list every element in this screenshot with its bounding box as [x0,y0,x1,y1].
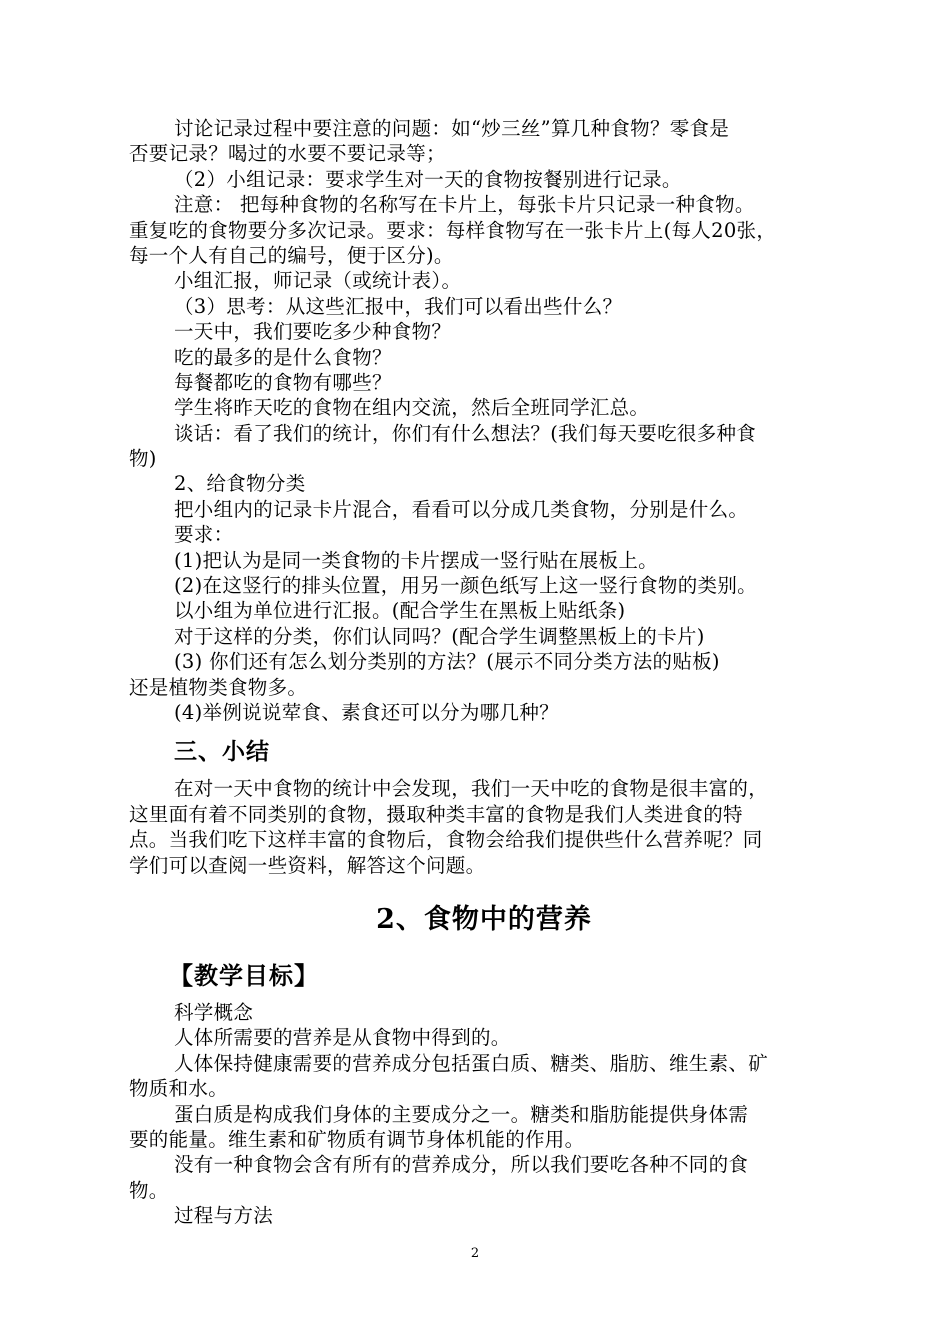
lesson-title: 2、食物中的营养 [376,903,592,935]
paragraph-line: 蛋白质是构成我们身体的主要成分之一。糖类和脂肪能提供身体需 [174,1102,749,1126]
paragraph-line: 吃的最多的是什么食物？ [174,345,392,369]
text-column [129,116,839,1228]
paragraph-line: 人体保持健康需要的营养成分包括蛋白质、糖类、脂肪、维生素、矿 [174,1051,769,1075]
paragraph-line: 2、给食物分类 [174,472,306,496]
paragraph-line: （2）小组记录：要求学生对一天的食物按餐别进行记录。 [174,167,682,191]
paragraph-line: 小组汇报，师记录（或统计表）。 [174,269,462,293]
paragraph-line: 还是植物类食物多。 [129,675,308,699]
page-number: 2 [470,1246,480,1261]
paragraph-line: (3) 你们还有怎么划分类别的方法？(展示不同分类方法的贴板) [174,650,720,674]
paragraph-line: (4)举例说说荤食、素食还可以分为哪几种？ [174,700,559,724]
paragraph-line: 在对一天中食物的统计中会发现，我们一天中吃的食物是很丰富的， [174,777,769,801]
paragraph-line: 要求： [174,523,234,547]
paragraph-line: 物质和水。 [129,1077,229,1101]
paragraph-line: 谈话：看了我们的统计，你们有什么想法？(我们每天要吃很多种食 [174,421,757,445]
paragraph-line: 没有一种食物会含有所有的营养成分，所以我们要吃各种不同的食 [174,1153,749,1177]
paragraph-line: （3）思考：从这些汇报中，我们可以看出些什么？ [174,294,623,318]
paragraph-line: 每餐都吃的食物有哪些？ [174,370,392,394]
paragraph-line: 要的能量。维生素和矿物质有调节身体机能的作用。 [129,1127,585,1151]
paragraph-line: 注意： 把每种食物的名称写在卡片上，每张卡片只记录一种食物。 [174,193,755,217]
paragraph-line: 这里面有着不同类别的食物，摄取种类丰富的食物是我们人类进食的特 [129,802,743,826]
paragraph-line: 学生将昨天吃的食物在组内交流，然后全班同学汇总。 [174,396,650,420]
paragraph-line: 每一个人有自己的编号，便于区分)。 [129,243,454,267]
paragraph-line: 把小组内的记录卡片混合，看看可以分成几类食物，分别是什么。 [174,497,749,521]
paragraph-line: 过程与方法 [174,1204,274,1228]
paragraph-line: (1)把认为是同一类食物的卡片摆成一竖行贴在展板上。 [174,548,658,572]
section-heading: 三、小结 [174,738,270,766]
paragraph-line: 讨论记录过程中要注意的问题：如“炒三丝”算几种食物？零食是 [174,117,730,140]
paragraph-line: 重复吃的食物要分多次记录。要求：每样食物写在一张卡片上(每人20张， [129,218,777,242]
paragraph-line: 人体所需要的营养是从食物中得到的。 [174,1026,511,1050]
paragraph-line: 学们可以查阅一些资料，解答这个问题。 [129,853,486,877]
paragraph-line: 以小组为单位进行汇报。(配合学生在黑板上贴纸条) [174,599,626,623]
paragraph-line: 科学概念 [174,1000,254,1024]
paragraph-line: 物。 [129,1178,169,1202]
paragraph-line: 否要记录？喝过的水要不要记录等； [129,142,446,166]
paragraph-line: 一天中，我们要吃多少种食物？ [174,320,452,344]
paragraph-line: 物) [129,447,157,471]
paragraph-line: 对于这样的分类，你们认同吗？(配合学生调整黑板上的卡片) [174,624,705,648]
paragraph-line: 点。当我们吃下这样丰富的食物后，食物会给我们提供些什么营养呢？同 [129,828,763,852]
paragraph-line: (2)在这竖行的排头位置，用另一颜色纸写上这一竖行食物的类别。 [174,574,757,598]
objectives-heading: 【教学目标】 [169,960,319,990]
